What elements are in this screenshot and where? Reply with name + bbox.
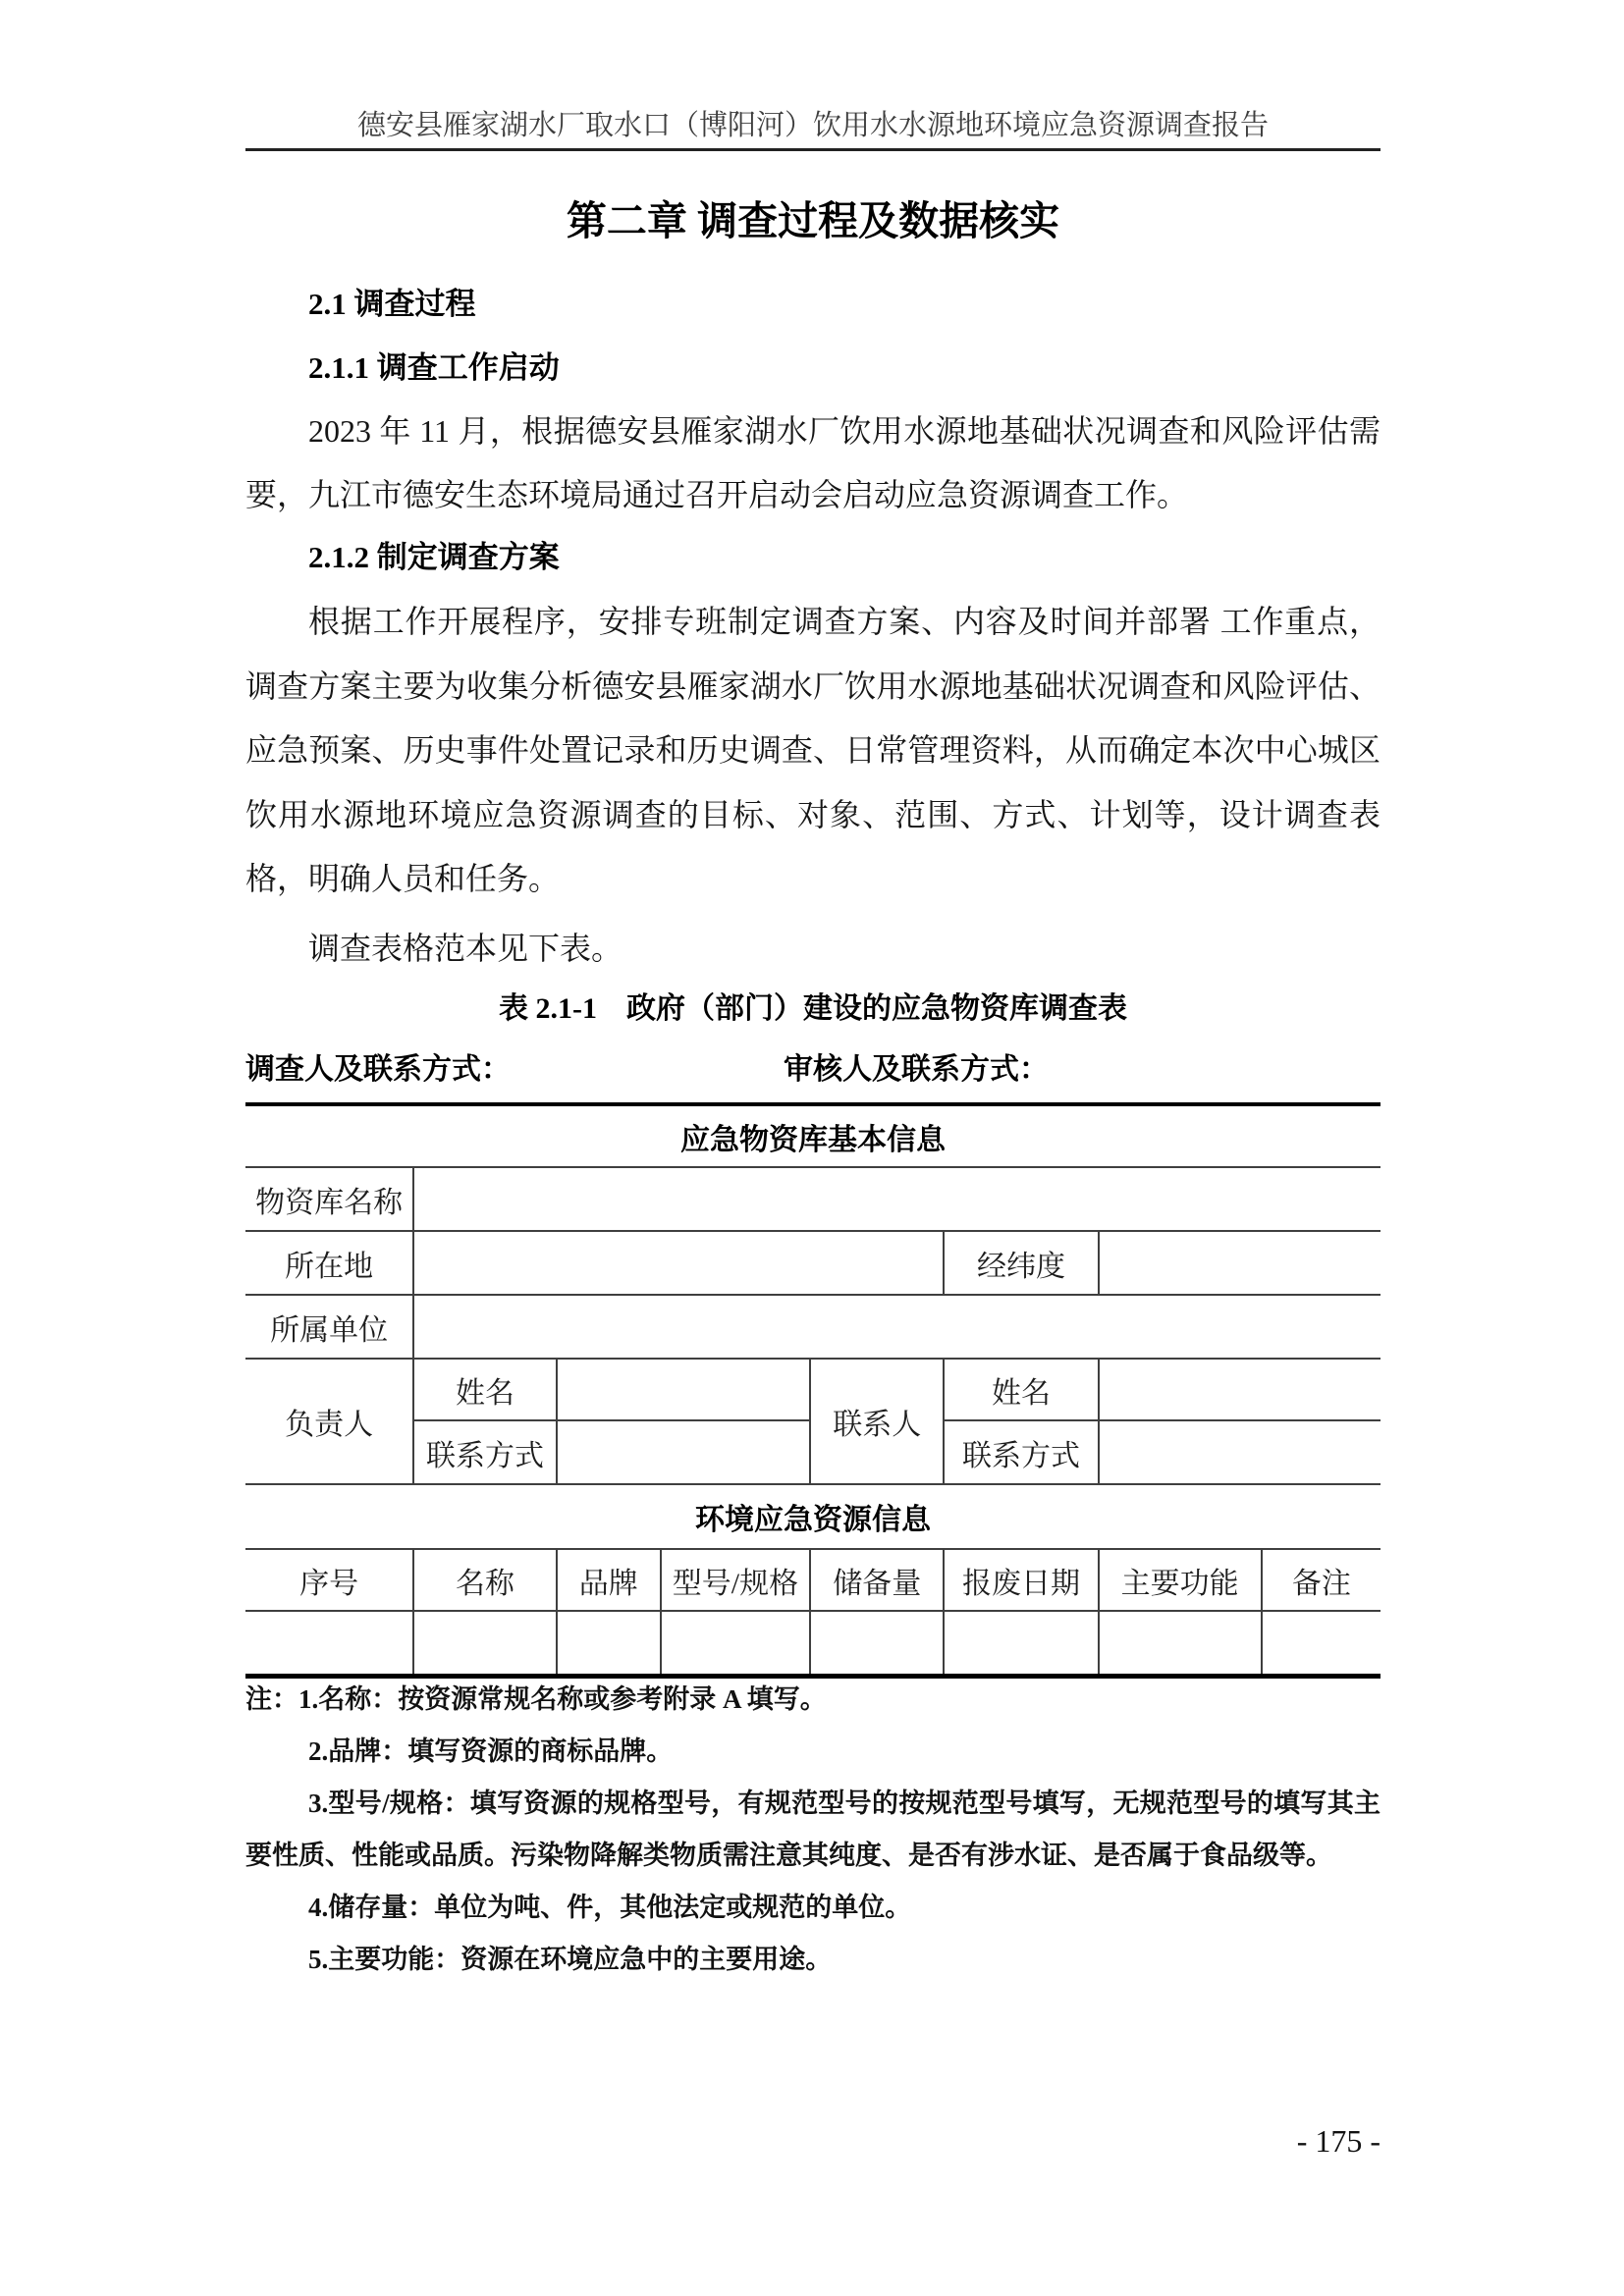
note-item: 5.主要功能：资源在环境应急中的主要用途。 <box>308 1945 833 1974</box>
col-header-scrap-date: 报废日期 <box>944 1549 1098 1611</box>
reviewer-label: 审核人及联系方式： <box>784 1053 1049 1086</box>
running-header-text: 德安县雁家湖水厂取水口（博阳河）饮用水水源地环境应急资源调查报告 <box>356 110 1269 141</box>
pic-contact-label: 联系方式 <box>413 1420 556 1484</box>
empty-cell <box>245 1611 413 1676</box>
owner-unit-field <box>413 1295 1380 1359</box>
coordinates-field <box>1099 1231 1380 1295</box>
table-row <box>245 1484 1380 1549</box>
pic-name-label: 姓名 <box>413 1359 556 1420</box>
empty-cell <box>413 1611 556 1676</box>
table-caption: 表 2.1-1 政府（部门）建设的应急物资库调查表 <box>499 992 1127 1025</box>
paragraph-survey-plan: 根据工作开展程序，安排专班制定调查方案、内容及时间并部署 工作重点，调查方案主要为收集分析德安县雁家湖水厂饮用水源地基础状况调查和风险评估、应急预案、历史事件处置记录和历史调查、日常管理资料，从而确定本次中心城区饮用水源地环境应急资源调查的目标、对象、范围、方式、计划等，设计调查表格，明确人员和任务。 <box>245 604 1380 896</box>
table-row <box>245 1295 1380 1359</box>
basic-info-section-header: 应急物资库基本信息 <box>245 1104 1380 1167</box>
col-header-reserve: 储备量 <box>810 1549 944 1611</box>
location-field <box>413 1231 944 1295</box>
col-header-remark: 备注 <box>1262 1549 1380 1611</box>
surveyor-label: 调查人及联系方式： <box>245 1053 511 1086</box>
cp-contact-label: 联系方式 <box>944 1420 1098 1484</box>
cp-name-field <box>1099 1359 1380 1420</box>
col-header-function: 主要功能 <box>1099 1549 1262 1611</box>
table-row <box>245 1359 1380 1420</box>
contact-person-label: 联系人 <box>810 1359 944 1484</box>
survey-table <box>245 1102 1380 1679</box>
page-number: - 175 - <box>1296 2123 1380 2159</box>
col-header-model: 型号/规格 <box>661 1549 810 1611</box>
empty-cell <box>944 1611 1098 1676</box>
note-item: 注：1.名称：按资源常规名称或参考附录 A 填写。 <box>245 1684 827 1714</box>
coordinates-label: 经纬度 <box>944 1231 1098 1295</box>
cp-name-label: 姓名 <box>944 1359 1098 1420</box>
paragraph-table-intro: 调查表格范本见下表。 <box>308 931 623 966</box>
contact-labels-row <box>245 1048 1380 1092</box>
resource-info-section-header: 环境应急资源信息 <box>245 1484 1380 1549</box>
table-row <box>245 1231 1380 1295</box>
warehouse-name-label: 物资库名称 <box>245 1167 413 1231</box>
empty-data-row <box>245 1611 1380 1676</box>
pic-contact-field <box>557 1420 810 1484</box>
warehouse-name-field <box>413 1167 1380 1231</box>
table-row <box>245 1167 1380 1231</box>
table-header-row <box>245 1549 1380 1611</box>
cp-contact-field <box>1099 1420 1380 1484</box>
section-heading-2-1-2: 2.1.2 制定调查方案 <box>308 540 560 574</box>
col-header-serial: 序号 <box>245 1549 413 1611</box>
location-label: 所在地 <box>245 1231 413 1295</box>
note-item: 4.储存量：单位为吨、件，其他法定或规范的单位。 <box>308 1893 912 1922</box>
owner-unit-label: 所属单位 <box>245 1295 413 1359</box>
note-item: 2.品牌：填写资源的商标品牌。 <box>308 1736 674 1766</box>
table-notes <box>245 1674 1380 1986</box>
table-row <box>245 1104 1380 1167</box>
person-in-charge-label: 负责人 <box>245 1359 413 1484</box>
empty-cell <box>810 1611 944 1676</box>
paragraph-survey-start: 2023 年 11 月，根据德安县雁家湖水厂饮用水源地基础状况调查和风险评估需要，九江市德安生态环境局通过召开启动会启动应急资源调查工作。 <box>245 413 1380 512</box>
col-header-brand: 品牌 <box>557 1549 661 1611</box>
pic-name-field <box>557 1359 810 1420</box>
empty-cell <box>1099 1611 1262 1676</box>
empty-cell <box>557 1611 661 1676</box>
section-heading-2-1-1: 2.1.1 调查工作启动 <box>308 350 560 385</box>
col-header-name: 名称 <box>413 1549 556 1611</box>
empty-cell <box>661 1611 810 1676</box>
note-item: 3.型号/规格：填写资源的规格型号，有规范型号的按规范型号填写，无规范型号的填写其主要性质、性能或品质。污染物降解类物质需注意其纯度、是否有涉水证、是否属于食品级等。 <box>245 1789 1380 1870</box>
section-heading-2-1: 2.1 调查过程 <box>308 287 476 321</box>
empty-cell <box>1262 1611 1380 1676</box>
chapter-title: 第二章 调查过程及数据核实 <box>566 198 1060 243</box>
running-header <box>245 103 1380 151</box>
